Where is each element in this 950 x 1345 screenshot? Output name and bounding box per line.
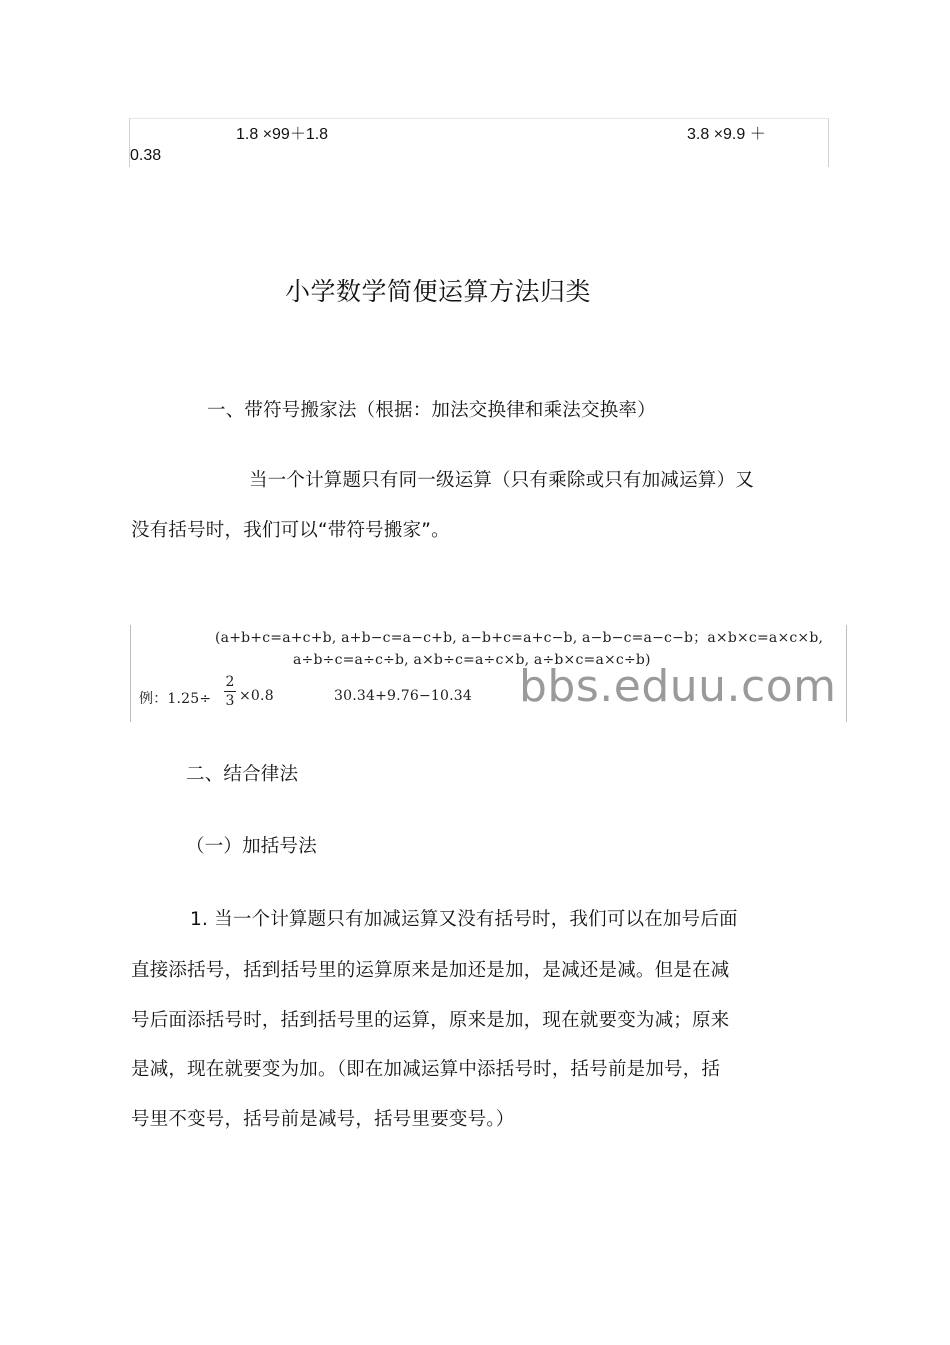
formula-line-1: (a+b+c=a+c+b, a+b−c=a−c+b, a−b+c=a+c−b, a−b−c=a−c−b；a×b×c=a×c×b, — [215, 630, 824, 646]
paragraph-1-line-1: 当一个计算题只有同一级运算（只有乘除或只有加减运算）又 — [249, 470, 754, 491]
example-2: 30.34+9.76−10.34 — [334, 688, 472, 704]
paragraph-2-line-4: 是减，现在就要变为加。（即在加减运算中添括号时，括号前是加号，括 — [131, 1059, 721, 1080]
expression-right-wrap: 0.38 — [130, 147, 162, 164]
formula-figure — [130, 625, 847, 722]
paragraph-1-line-2: 没有括号时，我们可以“带符号搬家”。 — [131, 520, 450, 541]
fraction-denominator: 3 — [225, 693, 235, 709]
paragraph-2-line-3: 号后面添括号时，括到括号里的运算，原来是加，现在就要变为减；原来 — [131, 1010, 730, 1031]
paragraph-2-line-2: 直接添括号，括到括号里的运算原来是加还是加，是减还是减。但是在减 — [131, 960, 730, 981]
fraction-bar — [224, 691, 236, 692]
page-title: 小学数学简便运算方法归类 — [285, 277, 592, 306]
watermark-text: bbs.eduu.com — [519, 661, 837, 712]
example-multiplier: ×0.8 — [239, 688, 274, 704]
expression-right: 3.8 ×9.9 ＋ — [687, 126, 766, 143]
example-fraction — [224, 674, 236, 709]
section-heading-2: 二、结合律法 — [186, 764, 299, 785]
section-heading-1: 一、带符号搬家法（根据：加法交换律和乘法交换率） — [207, 400, 656, 421]
formula-line-2: a÷b÷c=a÷c÷b, a×b÷c=a÷c×b, a÷b×c=a×c÷b) — [293, 652, 651, 668]
sub-heading-1: （一）加括号法 — [186, 836, 317, 857]
example-label: 例：1.25÷ — [139, 691, 212, 707]
paragraph-2-line-1: 1. 当一个计算题只有加减运算又没有括号时，我们可以在加号后面 — [190, 909, 738, 930]
fraction-numerator: 2 — [225, 674, 235, 690]
paragraph-2-line-5: 号里不变号，括号前是减号，括号里要变号。） — [131, 1109, 515, 1130]
expression-left: 1.8 ×99＋1.8 — [236, 126, 329, 143]
